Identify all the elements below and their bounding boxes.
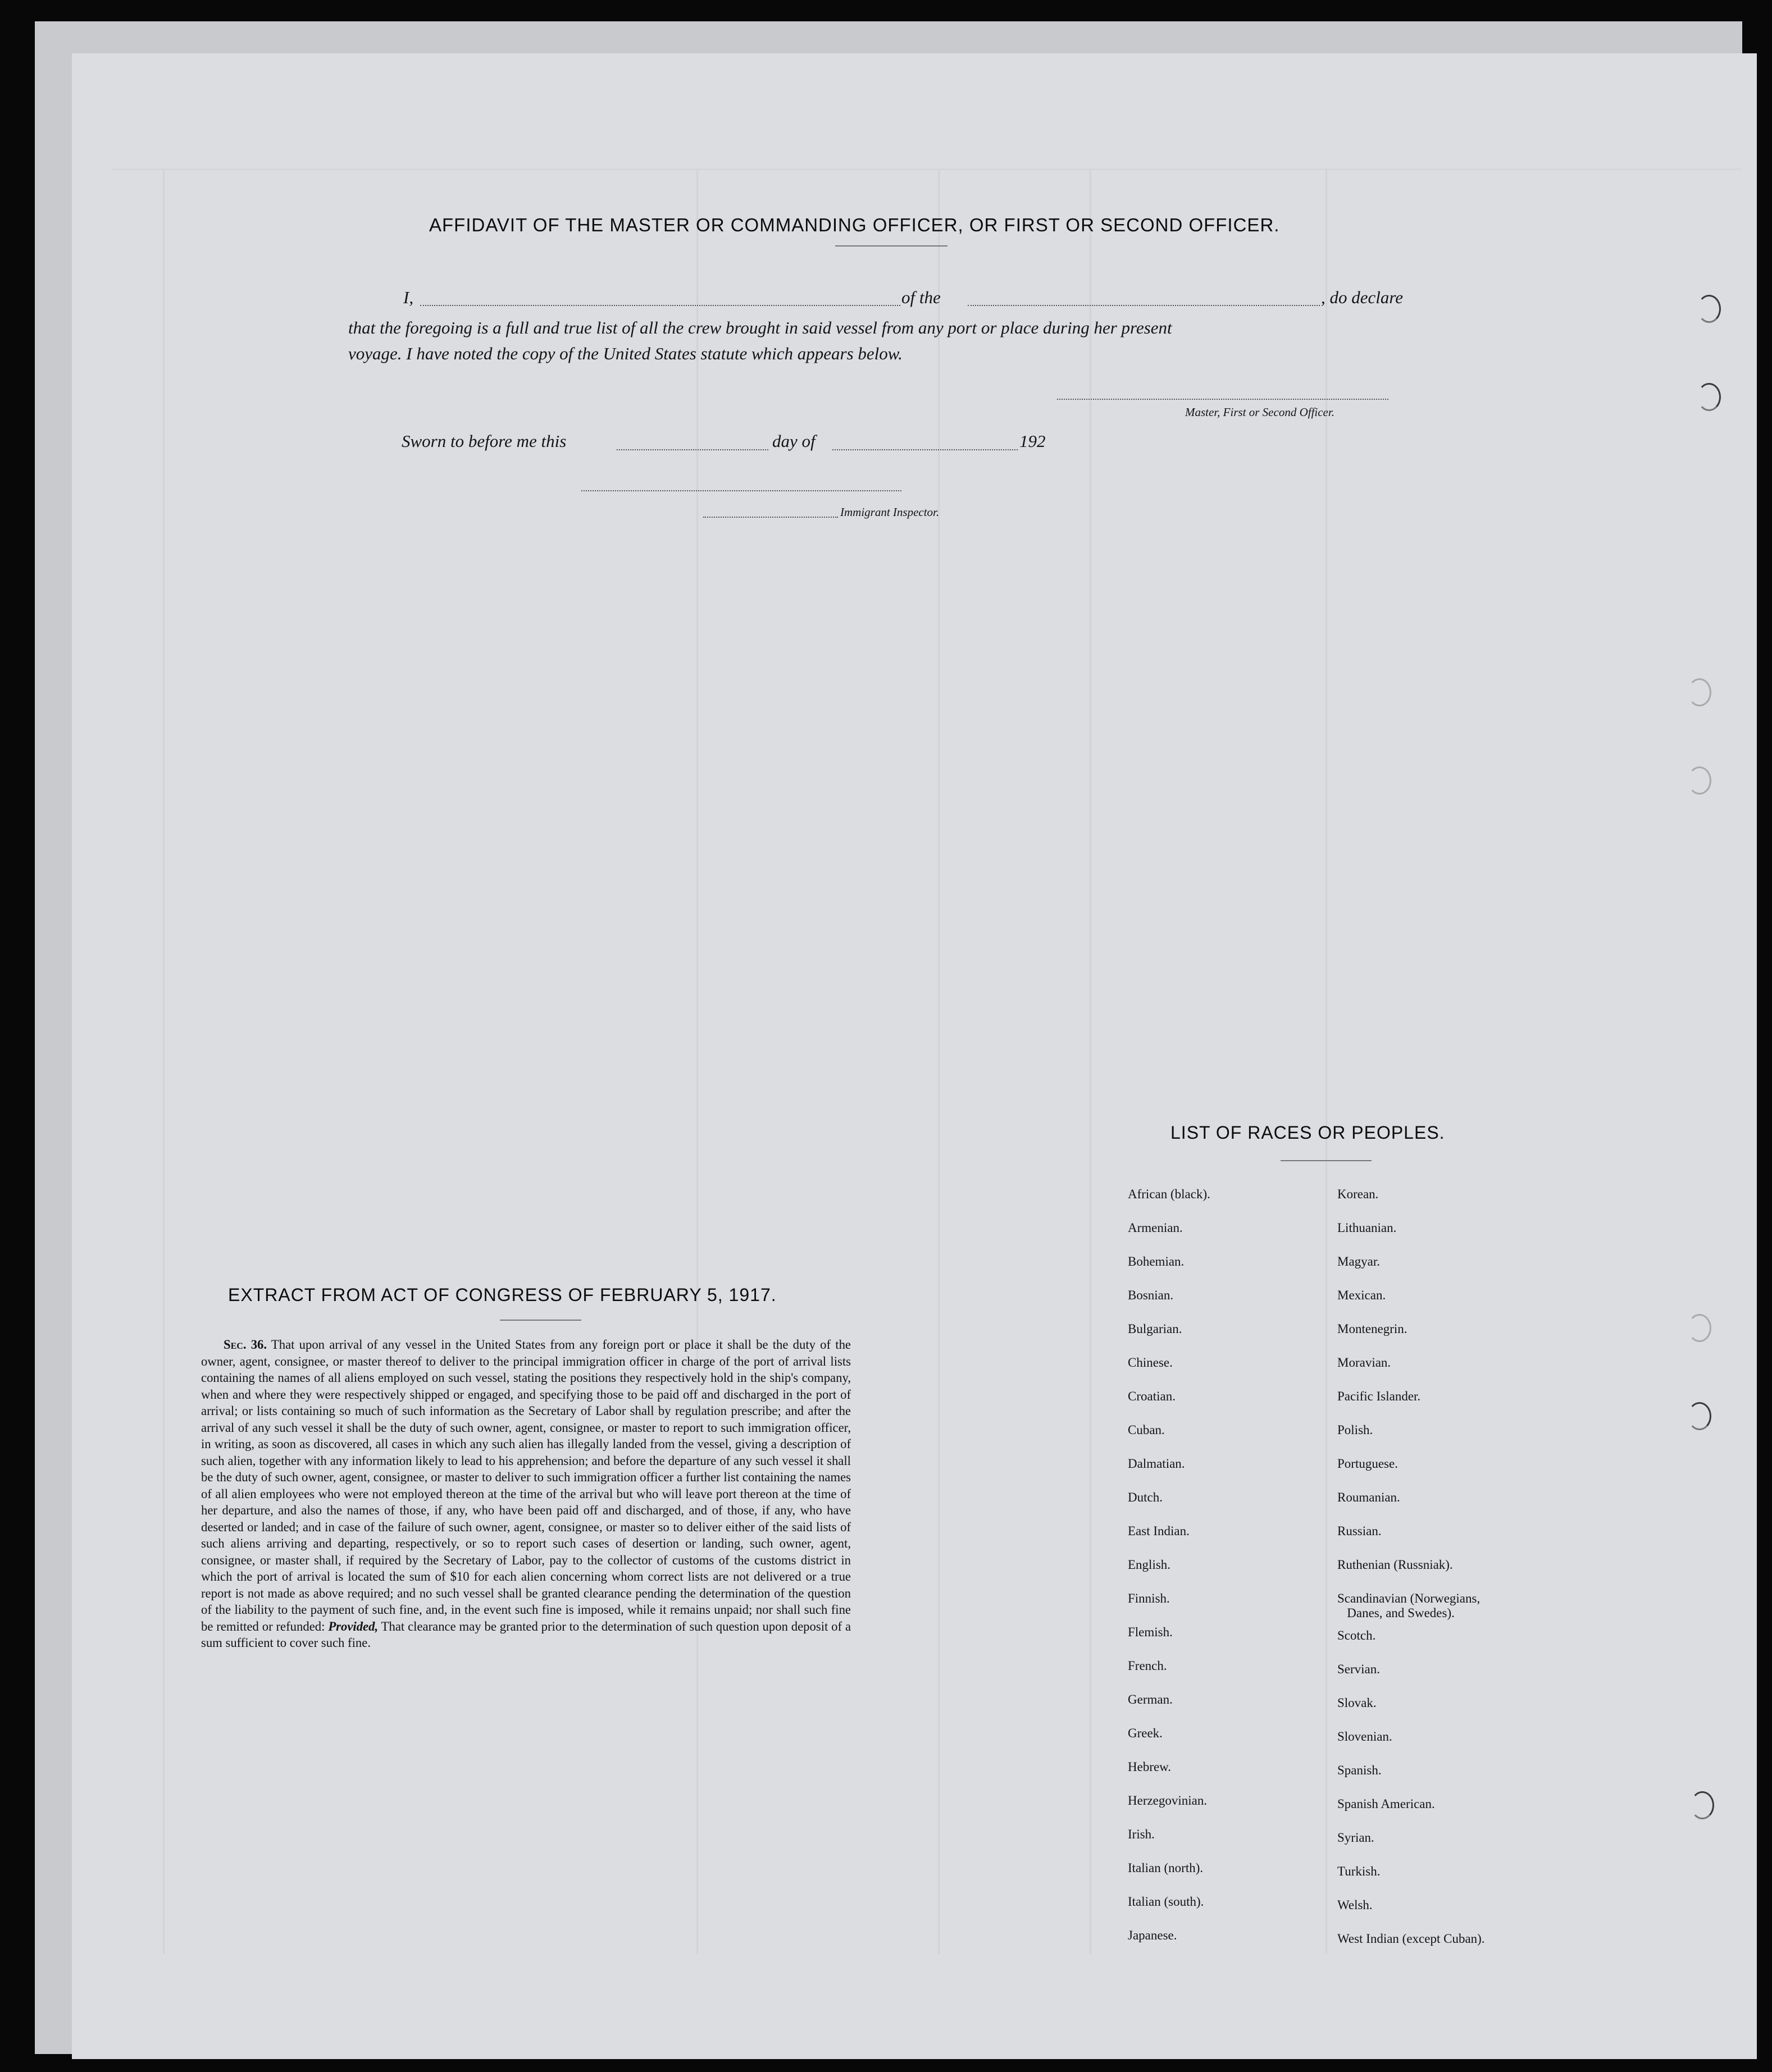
race-entry: Servian. bbox=[1337, 1662, 1381, 1676]
declarant-prefix: I, bbox=[403, 287, 414, 307]
race-entry: Italian (north). bbox=[1128, 1861, 1204, 1875]
extract-title: EXTRACT FROM ACT OF CONGRESS OF FEBRUARY 5, 1917. bbox=[228, 1285, 777, 1305]
day-of-label: day of bbox=[772, 431, 816, 451]
race-entry: English. bbox=[1128, 1558, 1171, 1572]
race-entry: Scotch. bbox=[1337, 1628, 1376, 1642]
race-entry: Montenegrin. bbox=[1337, 1322, 1407, 1336]
race-entry: Spanish. bbox=[1337, 1763, 1382, 1777]
statement-line-1: that the foregoing is a full and true list of all the crew brought in said vessel from any port or place during her present bbox=[348, 318, 1172, 337]
race-entry: African (black). bbox=[1128, 1187, 1210, 1201]
title-underline bbox=[835, 245, 948, 247]
race-entry: French. bbox=[1128, 1659, 1167, 1673]
punch-hole bbox=[1688, 1402, 1711, 1430]
inspector-signature-line bbox=[581, 490, 901, 491]
punch-hole bbox=[1691, 1791, 1714, 1819]
punch-hole bbox=[1688, 1314, 1711, 1342]
section-36-paragraph bbox=[201, 1336, 851, 1651]
race-entry: Magyar. bbox=[1337, 1254, 1381, 1268]
section-label: Sec. 36. bbox=[224, 1338, 267, 1352]
ghost-column-line bbox=[1325, 168, 1327, 1954]
race-entry: Dalmatian. bbox=[1128, 1457, 1185, 1471]
race-entry: Japanese. bbox=[1128, 1928, 1177, 1942]
race-entry: Bohemian. bbox=[1128, 1254, 1185, 1268]
punch-hole bbox=[1688, 678, 1711, 706]
sworn-month-blank bbox=[832, 449, 1018, 450]
race-entry: Slovak. bbox=[1337, 1696, 1377, 1710]
punch-hole bbox=[1697, 383, 1721, 411]
race-entry: Polish. bbox=[1337, 1423, 1373, 1437]
officer-signature-line bbox=[1057, 399, 1388, 400]
race-entry: Chinese. bbox=[1128, 1356, 1173, 1370]
race-entry: West Indian (except Cuban). bbox=[1337, 1932, 1485, 1946]
race-entry: Russian. bbox=[1337, 1524, 1382, 1538]
year-prefix: 192 bbox=[1019, 431, 1046, 451]
race-entry: Croatian. bbox=[1128, 1389, 1176, 1403]
race-entry: Lithuanian. bbox=[1337, 1221, 1397, 1235]
races-title-underline bbox=[1281, 1160, 1372, 1161]
punch-hole bbox=[1697, 295, 1721, 323]
ghost-row-line bbox=[112, 168, 1741, 170]
race-entry: Cuban. bbox=[1128, 1423, 1165, 1437]
of-the-label: of the bbox=[901, 287, 941, 307]
signature-caption: Master, First or Second Officer. bbox=[1185, 405, 1334, 419]
inspector-name-line bbox=[703, 517, 838, 518]
race-entry: Greek. bbox=[1128, 1726, 1163, 1740]
declarant-name-blank bbox=[420, 305, 900, 306]
race-entry: Syrian. bbox=[1337, 1831, 1374, 1845]
vessel-name-blank bbox=[968, 305, 1320, 306]
page-sheet bbox=[72, 53, 1757, 2059]
race-entry: East Indian. bbox=[1128, 1524, 1190, 1538]
proviso-text: That clearance may be granted prior to the determination of such question upon deposit of a sum sufficient to cover such fine. bbox=[201, 1619, 851, 1650]
race-entry: Roumanian. bbox=[1337, 1490, 1400, 1504]
race-entry: Herzegovinian. bbox=[1128, 1793, 1208, 1808]
ghost-column-line bbox=[1090, 168, 1091, 1954]
race-entry: Bosnian. bbox=[1128, 1288, 1174, 1302]
affidavit-title: AFFIDAVIT OF THE MASTER OR COMMANDING OFFICER, OR FIRST OR SECOND OFFICER. bbox=[429, 214, 1280, 235]
race-entry: Armenian. bbox=[1128, 1221, 1183, 1235]
race-entry: Mexican. bbox=[1337, 1288, 1386, 1302]
race-entry: Italian (south). bbox=[1128, 1895, 1204, 1909]
ghost-column-line bbox=[938, 168, 940, 1954]
punch-hole bbox=[1688, 766, 1711, 795]
race-entry: Irish. bbox=[1128, 1827, 1155, 1841]
race-entry: Bulgarian. bbox=[1128, 1322, 1182, 1336]
race-entry: Moravian. bbox=[1337, 1356, 1391, 1370]
race-entry: German. bbox=[1128, 1692, 1173, 1706]
race-entry: Hebrew. bbox=[1128, 1760, 1172, 1774]
race-entry: Slovenian. bbox=[1337, 1729, 1392, 1744]
race-entry: Ruthenian (Russniak). bbox=[1337, 1558, 1453, 1572]
race-entry: Portuguese. bbox=[1337, 1457, 1398, 1471]
extract-title-underline bbox=[500, 1320, 581, 1321]
race-entry: Welsh. bbox=[1337, 1898, 1373, 1912]
proviso-label: Provided, bbox=[328, 1619, 379, 1633]
race-entry: Scandinavian (Norwegians, Danes, and Swedes). bbox=[1337, 1591, 1481, 1620]
inspector-caption: Immigrant Inspector. bbox=[840, 505, 940, 519]
ghost-column-line bbox=[696, 168, 698, 1954]
race-entry: Pacific Islander. bbox=[1337, 1389, 1421, 1403]
race-entry: Flemish. bbox=[1128, 1625, 1173, 1639]
sworn-day-blank bbox=[617, 449, 768, 450]
race-entry: Spanish American. bbox=[1337, 1797, 1435, 1811]
races-title: LIST OF RACES OR PEOPLES. bbox=[1170, 1122, 1445, 1143]
race-entry: Turkish. bbox=[1337, 1864, 1381, 1878]
sworn-prefix: Sworn to before me this bbox=[402, 431, 567, 451]
race-entry: Korean. bbox=[1337, 1187, 1379, 1201]
section-text: That upon arrival of any vessel in the United States from any foreign port or place it shall be the duty of the owner, agent, consignee, or master thereof to deliver to the principal immigration officer in charge of the port of arrival lists containing the names of all aliens employed on such vessel, stating the positions they respectively hold in the ship's company, when and where they were respectively shipped or engaged, and specifying those to be paid off and discharged in the port of arrival; or lists containing so much of such information as the Secretary of Labor shall by regulation prescribe; and after the arrival of any such vessel it shall be the duty of such owner, agent, consignee, or master to report to such immigration officer, in writing, as soon as discovered, all cases in which any such alien has illegally landed from the vessel, giving a description of such alien, together with any information likely to lead to his apprehension; and before the departure of any such vessel it shall be the duty of such owner, agent, consignee, or master to deliver to such immigration officer a further list containing the names of all alien employees who were not employed thereon at the time of the arrival but who will leave port thereon at the time of her departure, and also the names of those, if any, who have been paid off and discharged, and of those, if any, who have deserted or landed; and in case of the failure of such owner, agent, consignee, or master so to deliver either of the said lists of such aliens arriving and departing, respectively, or so to report such cases of desertion or landing, such owner, agent, consignee, or master shall, if required by the Secretary of Labor, pay to the collector of customs of the customs district in which the port of arrival is located the sum of $10 for each alien concerning whom correct lists are not delivered or a true report is not made as above required; and no such vessel shall be granted clearance pending the determination of the question of the liability to the payment of such fine, and, in the event such fine is imposed, while it remains unpaid; nor shall such fine be remitted or refunded: bbox=[201, 1338, 851, 1633]
statement-line-2: voyage. I have noted the copy of the United States statute which appears below. bbox=[348, 344, 903, 363]
race-entry: Dutch. bbox=[1128, 1490, 1163, 1504]
do-declare-label: , do declare bbox=[1321, 287, 1404, 307]
race-entry: Finnish. bbox=[1128, 1591, 1170, 1605]
ghost-column-line bbox=[163, 168, 165, 1954]
